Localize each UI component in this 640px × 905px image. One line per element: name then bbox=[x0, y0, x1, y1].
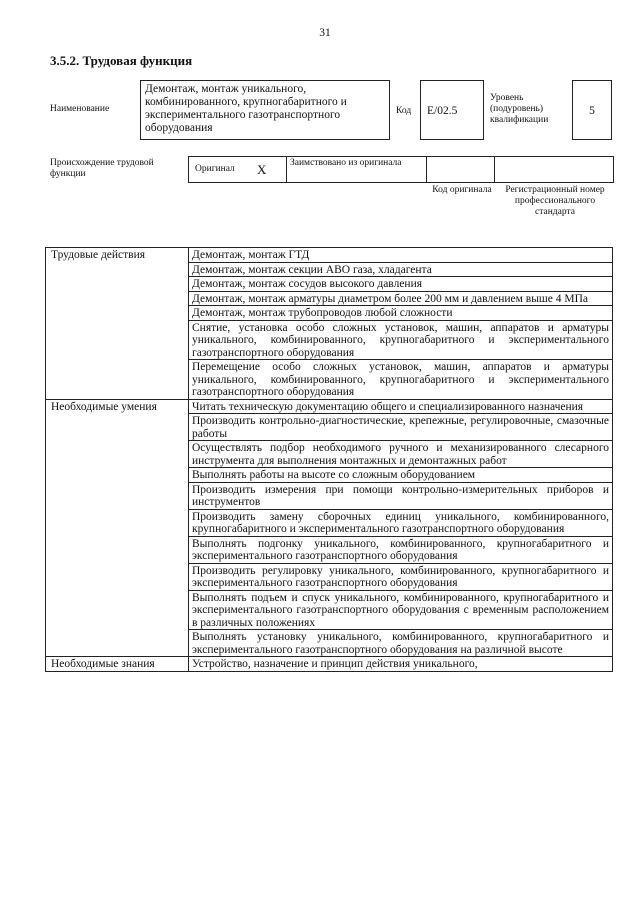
table-row bbox=[46, 248, 613, 263]
table-row bbox=[46, 399, 613, 414]
origin-label: Происхождение трудовой функции bbox=[50, 158, 154, 179]
function-name-box: Демонтаж, монтаж уникального, комбинированного, крупногабаритного и экспериментального газотранспортного оборудования bbox=[140, 80, 390, 140]
list-item: Выполнять работы на высоте со сложным оборудованием bbox=[189, 468, 613, 483]
code-original-caption: Код оригинала bbox=[432, 185, 492, 195]
divider bbox=[286, 157, 287, 182]
list-item: Демонтаж, монтаж сосудов высокого давления bbox=[189, 277, 613, 292]
original-label: Оригинал bbox=[195, 164, 235, 174]
list-item: Демонтаж, монтаж ГТД bbox=[189, 248, 613, 263]
section-title: 3.5.2. Трудовая функция bbox=[50, 53, 193, 68]
borrowed-label: Заимствовано из оригинала bbox=[290, 158, 402, 168]
function-details-table bbox=[45, 247, 613, 672]
table-row bbox=[46, 657, 613, 672]
list-item: Выполнять подгонку уникального, комбинированного, крупногабаритного и экспериментального газотранспортного оборудования bbox=[189, 536, 613, 563]
level-label: Уровень (подуровень) квалификации bbox=[490, 93, 549, 125]
list-item: Производить контрольно-диагностические, крепежные, регулировочные, смазочные работы bbox=[189, 414, 613, 441]
reg-number-caption: Регистрационный номер профессионального стандарта bbox=[505, 185, 605, 217]
page-number: 31 bbox=[319, 27, 331, 39]
divider bbox=[494, 157, 495, 182]
code-box: E/02.5 bbox=[420, 80, 484, 140]
level-box: 5 bbox=[572, 80, 612, 140]
list-item: Выполнять подъем и спуск уникального, комбинированного, крупногабаритного и экспериментального газотранспортного оборудования с временным расположением в различных положениях bbox=[189, 590, 613, 630]
section-heading: Трудовые действия bbox=[46, 248, 189, 400]
list-item: Устройство, назначение и принцип действия уникального, bbox=[189, 657, 613, 672]
list-item: Демонтаж, монтаж арматуры диаметром более 200 мм и давлением выше 4 МПа bbox=[189, 291, 613, 306]
list-item: Снятие, установка особо сложных установок, машин, аппаратов и арматуры уникального, комбинированного, крупногабаритного и экспериментального газотранспортного оборудования bbox=[189, 320, 613, 360]
list-item: Осуществлять подбор необходимого ручного и механизированного слесарного инструмента для выполнения монтажных и демонтажных работ bbox=[189, 441, 613, 468]
list-item: Демонтаж, монтаж секции АВО газа, хладагента bbox=[189, 262, 613, 277]
origin-table bbox=[188, 156, 614, 183]
list-item: Выполнять установку уникального, комбинированного, крупногабаритного и экспериментального газотранспортного оборудования на различной высоте bbox=[189, 630, 613, 657]
list-item: Демонтаж, монтаж трубопроводов любой сложности bbox=[189, 306, 613, 321]
list-item: Перемещение особо сложных установок, машин, аппаратов и арматуры уникального, комбинированного, крупногабаритного и экспериментального газотранспортного оборудования bbox=[189, 360, 613, 400]
name-label: Наименование bbox=[50, 104, 110, 114]
divider bbox=[426, 157, 427, 182]
section-heading: Необходимые знания bbox=[46, 657, 189, 672]
list-item: Производить регулировку уникального, комбинированного, крупногабаритного и экспериментального газотранспортного оборудования bbox=[189, 563, 613, 590]
list-item: Читать техническую документацию общего и специализированного назначения bbox=[189, 399, 613, 414]
original-mark: X bbox=[257, 162, 267, 177]
code-label: Код bbox=[396, 106, 412, 116]
list-item: Производить замену сборочных единиц уникального, комбинированного, крупногабаритного и экспериментального газотранспортного оборудования bbox=[189, 509, 613, 536]
list-item: Производить измерения при помощи контрольно-измерительных приборов и инструментов bbox=[189, 482, 613, 509]
section-heading: Необходимые умения bbox=[46, 399, 189, 657]
